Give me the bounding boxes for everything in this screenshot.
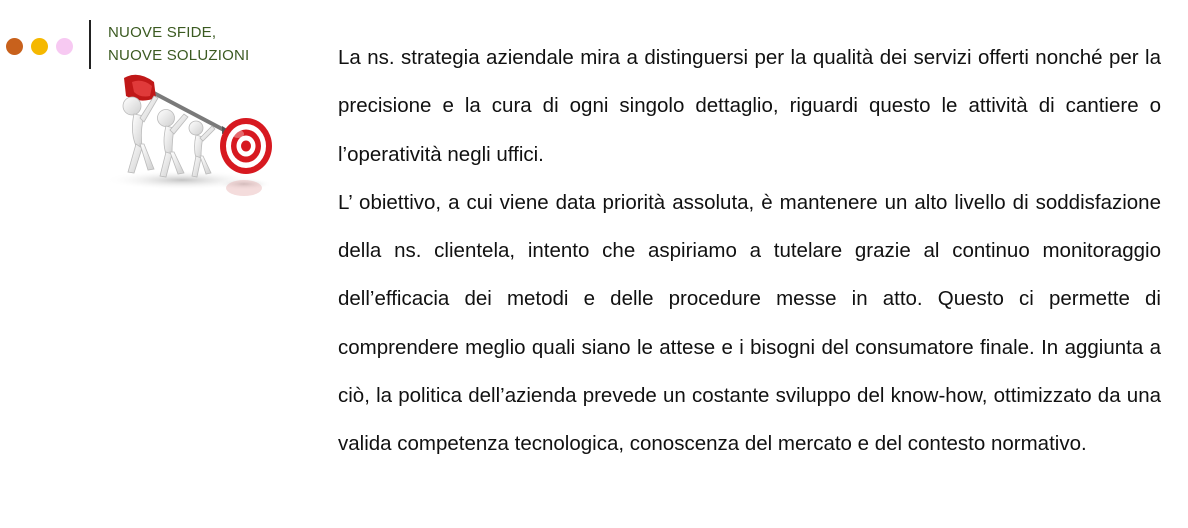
pink-dot-icon	[56, 38, 73, 55]
section-title-line-2: NUOVE SOLUZIONI	[108, 47, 250, 64]
body-paragraph-1: La ns. strategia aziendale mira a distinguersi per la qualità dei servizi offerti nonché per la precisione e la cura di ogni singolo dettaglio, riguardi questo le attività di cantiere o l’operatività negli uffici.	[338, 46, 1161, 166]
header-divider	[89, 20, 91, 69]
yellow-dot-icon	[31, 38, 48, 55]
section-title-line-1: NUOVE SFIDE,	[108, 24, 217, 41]
section-title	[108, 21, 249, 67]
decorative-dots	[6, 38, 73, 55]
body-paragraph-2: L’ obiettivo, a cui viene data priorità assoluta, è mantenere un alto livello di soddisfazione della ns. clientela, intento che aspiriamo a tutelare grazie al continuo monitoraggio dell’efficacia dei metodi e delle procedure messe in atto. Questo ci permette di comprendere meglio quali siano le attese e i bisogni del consumatore finale. In aggiunta a ciò, la politica dell’azienda prevede un costante sviluppo del know-how, ottimizzato da una valida competenza tecnologica, conoscenza del mercato e del contesto normativo.	[338, 190, 1161, 456]
team-pulling-dart-to-target-icon	[104, 72, 280, 202]
main-body-text	[338, 34, 1161, 469]
orange-dot-icon	[6, 38, 23, 55]
